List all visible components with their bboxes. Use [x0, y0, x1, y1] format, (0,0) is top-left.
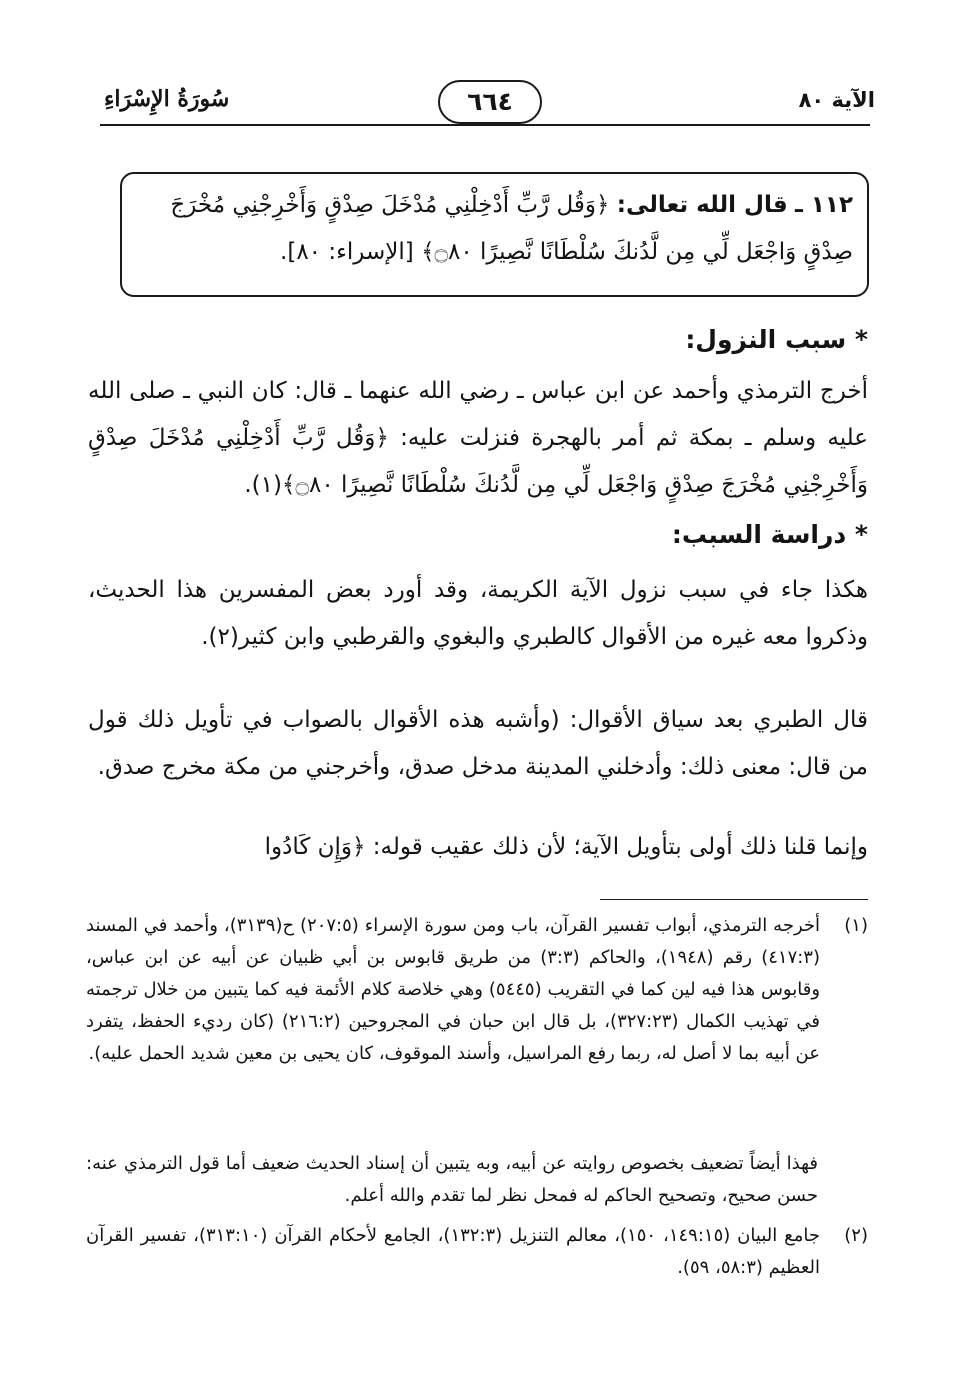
surah-title: سُورَةُ الإِسْرَاءِ — [104, 86, 230, 112]
page-header — [100, 80, 875, 124]
footnote-2 — [86, 1220, 868, 1284]
section-heading-revelation-cause: * سبب النزول: — [685, 325, 868, 354]
footnote-text: أخرجه الترمذي، أبواب تفسير القرآن، باب ومن سورة الإسراء (٢٠٧:٥) ح(٣١٣٩)، وأحمد في المسند (٤١٧:٣) رقم (١٩٤٨)، والحاكم (٣:٣) من طريق قابوس بن أبي ظبيان عن أبيه عن ابن عباس، وقابوس هذا فيه لين كما في التقريب (٥٤٤٥) وهي خلاصة كلام الأئمة فيه كما يتبين من خلال ترجمته في تهذيب الكمال (٣٢٧:٢٣)، بل قال ابن حبان في المجروحين (٢١٦:٢) (كان رديء الحفظ، يتفرد عن أبيه بما لا أصل له، ربما رفع المراسيل، وأسند الموقوف، كان يحيى بن معين شديد الحمل عليه). — [86, 915, 821, 1064]
revelation-cause-paragraph: أخرج الترمذي وأحمد عن ابن عباس ـ رضي الله عنهما ـ قال: كان النبي ـ صلى الله عليه وسلم ـ بمكة ثم أمر بالهجرة فنزلت عليه: ﴿وَقُل رَّبِّ أَدْخِلْنِي مُدْخَلَ صِدْقٍ وَأَخْرِجْنِي مُخْرَجَ صِدْقٍ وَاجْعَل لِّي مِن لَّدُنكَ سُلْطَانًا نَّصِيرًا ۝٨٠﴾(١). — [88, 378, 868, 498]
footnote-number: (٢) — [844, 1225, 868, 1246]
verse-box — [120, 172, 869, 297]
verse-number: ١١٢ ـ — [795, 192, 853, 218]
page-number-badge: ٦٦٤ — [438, 80, 542, 124]
footnote-1 — [86, 910, 868, 1070]
study-paragraph-2: قال الطبري بعد سياق الأقوال: (وأشبه هذه الأقوال بالصواب في تأويل ذلك قول من قال: معنى ذلك: وأدخلني المدينة مدخل صدق، وأخرجني من مكة مخرج صدق. — [88, 707, 868, 780]
header-divider — [100, 124, 870, 126]
study-paragraph-1: هكذا جاء في سبب نزول الآية الكريمة، وقد أورد بعض المفسرين هذا الحديث، وذكروا معه غيره من الأقوال كالطبري والبغوي والقرطبي وابن كثير(٢). — [88, 577, 868, 650]
verse-citation: [الإسراء: ٨٠]. — [280, 239, 414, 265]
footnote-number: (١) — [844, 915, 868, 936]
verse-label: قال الله تعالى: — [616, 192, 788, 218]
study-paragraph-3: وإنما قلنا ذلك أولى بتأويل الآية؛ لأن ذلك عقيب قوله: ﴿وَإِن كَادُوا — [264, 834, 868, 860]
footnote-divider — [600, 899, 868, 900]
quran-verse-text: ﴿وَقُل رَّبِّ أَدْخِلْنِي مُدْخَلَ صِدْقٍ وَأَخْرِجْنِي مُخْرَجَ صِدْقٍ وَاجْعَل لِّي مِن لَّدُنكَ سُلْطَانًا نَّصِيرًا ۝٨٠﴾ — [170, 192, 853, 265]
ayah-label: الآية ٨٠ — [798, 88, 875, 112]
section-heading-cause-study: * دراسة السبب: — [671, 520, 868, 549]
footnote-text: جامع البيان (١٤٩:١٥، ١٥٠)، معالم التنزيل (١٣٢:٣)، الجامع لأحكام القرآن (٣١٣:١٠)، تفسير القرآن العظيم (٥٨:٣، ٥٩). — [86, 1225, 820, 1278]
footnote-1-continuation: فهذا أيضاً تضعيف بخصوص روايته عن أبيه، وبه يتبين أن إسناد الحديث ضعيف أما قول الترمذي عنه: حسن صحيح، وتصحيح الحاكم له فمحل نظر لما تقدم والله أعلم. — [86, 1153, 818, 1206]
